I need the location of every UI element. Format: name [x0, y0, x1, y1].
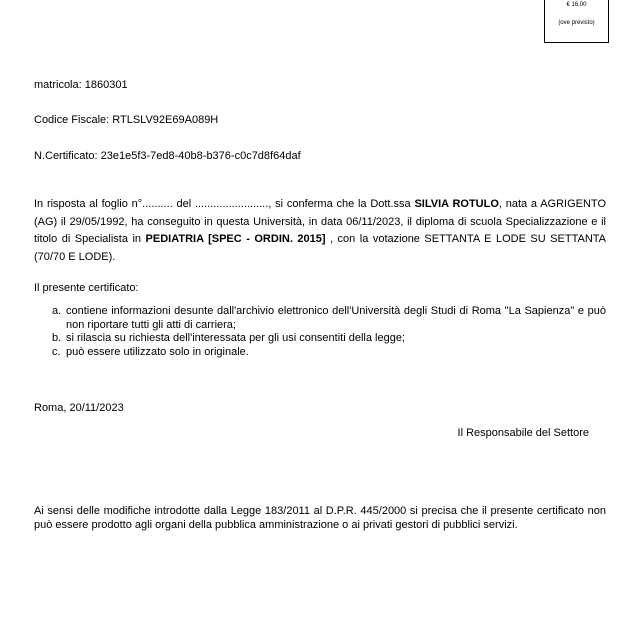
list-item — [34, 346, 606, 360]
list-item-text: può essere utilizzato solo in originale. — [66, 345, 249, 358]
matricola-line: matricola: 1860301 — [34, 79, 128, 91]
list-item-text: si rilascia su richiesta dell'interessata per gli usi consentiti della legge; — [66, 332, 405, 344]
certificate-body-paragraph — [34, 196, 606, 266]
body-intro-2: , nata a AGRIGENTO (AG) il 29/05/1992, ha conseguito in questa Università, in data 06/11/2023, il diploma di scuola Specializzazione e il titolo di Specialista in — [34, 198, 606, 245]
stamp-amount: € 16,00 — [566, 2, 587, 8]
list-item-text: contiene informazioni desunte dall'archivio elettronico dell'Università degli Studi di Roma "La Sapienza" e può non riportare tutti gli atti di carriera; — [66, 305, 606, 331]
list-item — [34, 305, 606, 332]
legal-footer-note: Ai sensi delle modifiche introdotte dalla Legge 183/2011 al D.P.R. 445/2000 si precisa che il presente certificato non può essere prodotto agli organi della pubblica amministrazione o ai privati gestori di pubblici servizi. — [34, 505, 606, 531]
signer-title: Il Responsabile del Settore — [457, 427, 589, 439]
list-item — [34, 332, 606, 346]
specialization-title: PEDIATRIA [SPEC - ORDIN. 2015] — [145, 233, 326, 245]
notes-heading: Il presente certificato: — [34, 282, 139, 294]
place-date: Roma, 20/11/2023 — [34, 402, 124, 414]
codice-fiscale-line: Codice Fiscale: RTLSLV92E69A089H — [34, 114, 219, 126]
graduate-name: SILVIA ROTULO — [414, 198, 499, 210]
certificate-number-line: N.Certificato: 23e1e5f3-7ed8-40b8-b376-c0c7d8f64daf — [34, 150, 301, 162]
list-marker: a. — [52, 305, 62, 317]
stamp-note: (ove previsto) — [558, 20, 595, 26]
body-intro-3: , con la votazione SETTANTA E LODE SU SETTANTA (70/70 E LODE). — [34, 233, 606, 263]
revenue-stamp-box — [544, 0, 609, 43]
list-marker: c. — [52, 345, 61, 358]
certificate-notes-list — [34, 305, 606, 359]
body-intro-1: In risposta al foglio n°.......... del ........................, si conferma che la Dott.ssa — [34, 198, 415, 210]
list-marker: b. — [52, 332, 62, 344]
